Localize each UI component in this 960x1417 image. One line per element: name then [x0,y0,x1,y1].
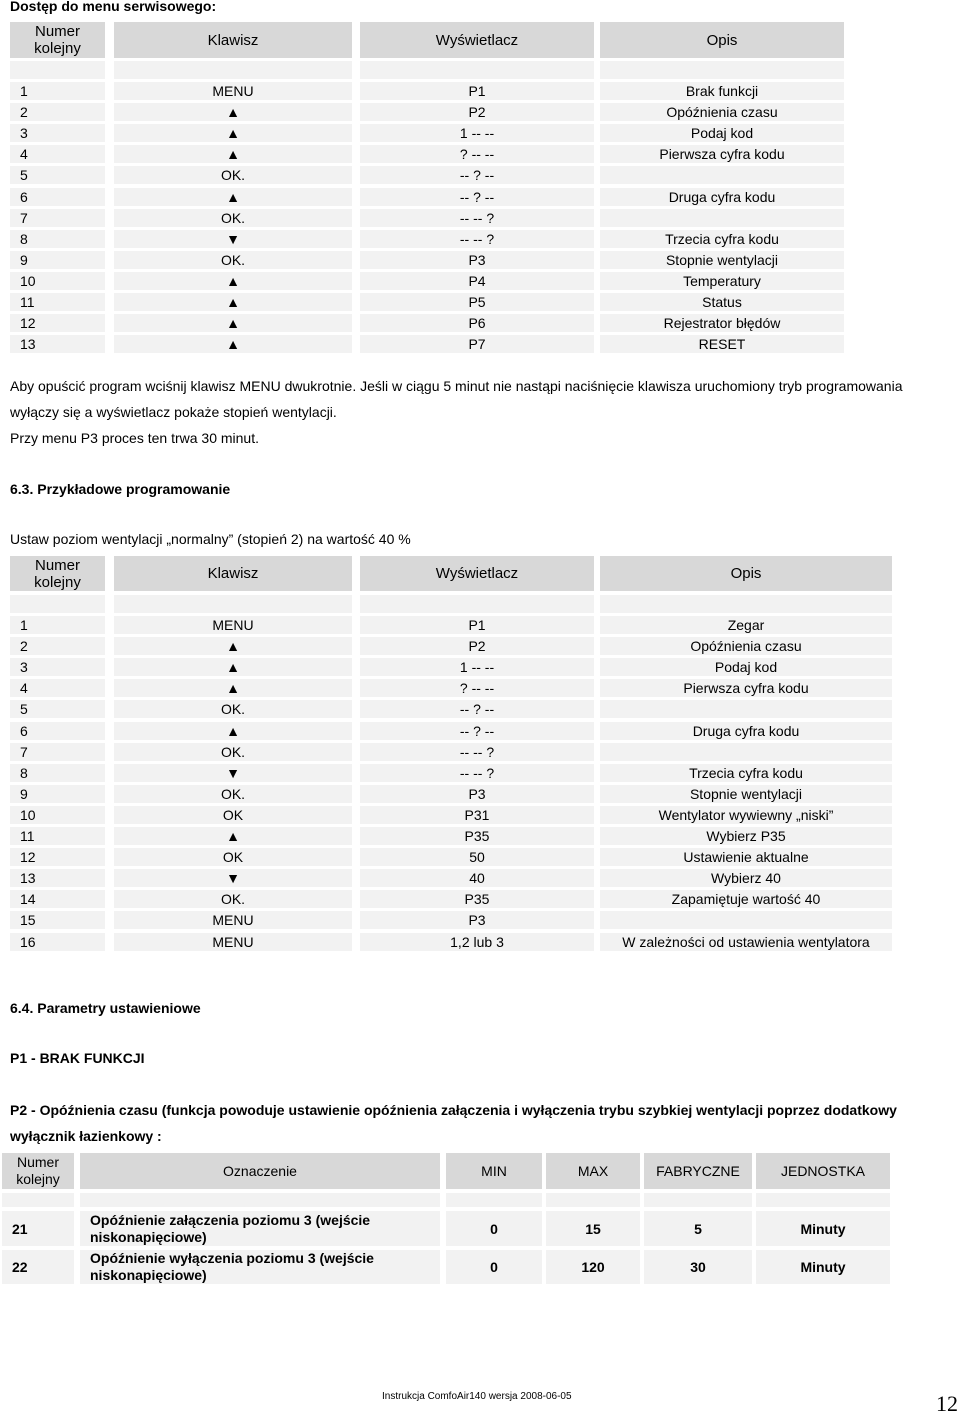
row-num: 12 [10,314,105,332]
row-desc: Wybierz P35 [600,827,892,845]
section-title-settings-parameters: 6.4. Parametry ustawieniowe [10,1000,201,1016]
row-key: OK. [114,743,352,761]
row-num: 9 [10,251,105,269]
row-desc: Stopnie wentylacji [600,785,892,803]
param-label: Opóźnienie wyłączenia poziomu 3 (wejście niskonapięciowe) [80,1250,440,1284]
header-num: Numer kolejny [2,1153,74,1189]
row-num: 4 [10,145,105,163]
spacer-cell [600,595,892,613]
row-num: 7 [10,209,105,227]
spacer-cell [756,1193,890,1207]
row-key: ▲ [114,827,352,845]
header-max: MAX [546,1153,640,1189]
row-desc: Zegar [600,616,892,634]
param-label: Opóźnienie załączenia poziomu 3 (wejście niskonapięciowe) [80,1211,440,1246]
row-key: ▲ [114,314,352,332]
exit-instructions-line1: Aby opuścić program wciśnij klawisz MENU dwukrotnie. Jeśli w ciągu 5 minut nie nastąpi naciśnięcie klawisza uruchomiony tryb programowania [10,378,903,394]
spacer-cell [360,595,594,613]
param-factory: 30 [644,1250,752,1284]
row-key: ▲ [114,145,352,163]
row-num: 15 [10,911,105,929]
row-desc: Opóźnienia czasu [600,103,844,121]
row-num: 8 [10,764,105,782]
header-key: Klawisz [114,22,352,58]
row-key: ▼ [114,869,352,887]
row-display: 40 [360,869,594,887]
row-key: OK. [114,785,352,803]
row-display: 1 -- -- [360,658,594,676]
row-num: 9 [10,785,105,803]
row-key: ▲ [114,679,352,697]
row-key: OK. [114,251,352,269]
row-num: 12 [10,848,105,866]
row-num: 1 [10,82,105,100]
row-desc: Trzecia cyfra kodu [600,764,892,782]
section-title-example-programming: 6.3. Przykładowe programowanie [10,481,231,497]
row-desc: Opóźnienia czasu [600,637,892,655]
header-num: Numer kolejny [10,556,105,591]
row-key: OK. [114,209,352,227]
row-num: 11 [10,827,105,845]
spacer-cell [10,595,105,613]
row-desc: Podaj kod [600,658,892,676]
row-key: ▲ [114,188,352,206]
row-display: ? -- -- [360,679,594,697]
row-key: ▲ [114,637,352,655]
row-key: ▼ [114,230,352,248]
row-display: 1,2 lub 3 [360,933,594,951]
row-display: P35 [360,890,594,908]
row-num: 5 [10,166,105,184]
row-desc [600,911,892,929]
param-unit: Minuty [756,1211,890,1246]
row-display: -- ? -- [360,722,594,740]
row-display: P7 [360,335,594,353]
row-desc: Pierwsza cyfra kodu [600,145,844,163]
row-num: 5 [10,700,105,718]
row-desc: Brak funkcji [600,82,844,100]
header-desc: Opis [600,22,844,58]
spacer-cell [114,595,352,613]
header-display: Wyświetlacz [360,22,594,58]
row-key: ▲ [114,658,352,676]
row-key: ▲ [114,293,352,311]
row-key: MENU [114,911,352,929]
row-num: 2 [10,637,105,655]
row-num: 2 [10,103,105,121]
row-key: MENU [114,616,352,634]
row-key: OK [114,806,352,824]
row-desc: Wentylator wywiewny „niski” [600,806,892,824]
row-desc: Status [600,293,844,311]
row-desc: Druga cyfra kodu [600,722,892,740]
row-key: ▲ [114,272,352,290]
header-num: Numer kolejny [10,22,105,58]
row-display: P6 [360,314,594,332]
row-display: -- ? -- [360,188,594,206]
row-desc: Pierwsza cyfra kodu [600,679,892,697]
spacer-cell [446,1193,542,1207]
row-num: 6 [10,722,105,740]
spacer-cell [114,61,352,79]
row-display: P2 [360,637,594,655]
footer-document-info: Instrukcja ComfoAir140 wersja 2008-06-05 [382,1391,572,1402]
row-display: -- -- ? [360,743,594,761]
row-display: P31 [360,806,594,824]
row-key: ▼ [114,764,352,782]
header-unit: JEDNOSTKA [756,1153,890,1189]
row-num: 13 [10,869,105,887]
row-num: 6 [10,188,105,206]
row-display: P3 [360,785,594,803]
spacer-cell [600,61,844,79]
row-desc [600,209,844,227]
row-desc: Zapamiętuje wartość 40 [600,890,892,908]
header-display: Wyświetlacz [360,556,594,591]
row-display: P3 [360,251,594,269]
row-display: P2 [360,103,594,121]
row-desc: W zależności od ustawienia wentylatora [600,933,892,951]
row-key: MENU [114,933,352,951]
row-num: 14 [10,890,105,908]
header-min: MIN [446,1153,542,1189]
row-desc: Stopnie wentylacji [600,251,844,269]
row-key: OK [114,848,352,866]
row-desc: RESET [600,335,844,353]
param-min: 0 [446,1211,542,1246]
p3-duration-note: Przy menu P3 proces ten trwa 30 minut. [10,430,259,446]
p1-title: P1 - BRAK FUNKCJI [10,1050,145,1066]
row-num: 10 [10,806,105,824]
row-desc [600,700,892,718]
row-desc: Temperatury [600,272,844,290]
row-display: -- ? -- [360,700,594,718]
p2-description-line1: P2 - Opóźnienia czasu (funkcja powoduje ustawienie opóźnienia załączenia i wyłączenia trybu szybkiej wentylacji poprzez dodatkowy [10,1102,897,1118]
param-num: 21 [2,1211,74,1246]
page-number: 12 [936,1391,958,1416]
row-num: 11 [10,293,105,311]
param-min: 0 [446,1250,542,1284]
spacer-cell [80,1193,440,1207]
row-display: P1 [360,82,594,100]
row-desc: Trzecia cyfra kodu [600,230,844,248]
exit-instructions-line2: wyłączy się a wyświetlacz pokaże stopień wentylacji. [10,404,337,420]
row-desc: Wybierz 40 [600,869,892,887]
row-display: P1 [360,616,594,634]
row-desc [600,743,892,761]
row-num: 4 [10,679,105,697]
param-unit: Minuty [756,1250,890,1284]
row-desc: Druga cyfra kodu [600,188,844,206]
row-num: 3 [10,124,105,142]
header-desc: Opis [600,556,892,591]
row-desc [600,166,844,184]
row-num: 16 [10,933,105,951]
param-factory: 5 [644,1211,752,1246]
row-desc: Rejestrator błędów [600,314,844,332]
row-num: 1 [10,616,105,634]
param-max: 15 [546,1211,640,1246]
spacer-cell [10,61,105,79]
row-key: OK. [114,890,352,908]
section-title-service-menu: Dostęp do menu serwisowego: [10,0,217,14]
row-display: P4 [360,272,594,290]
header-factory: FABRYCZNE [644,1153,752,1189]
row-key: OK. [114,166,352,184]
spacer-cell [360,61,594,79]
header-key: Klawisz [114,556,352,591]
p2-description-line2: wyłącznik łazienkowy : [10,1128,162,1144]
row-display: P5 [360,293,594,311]
row-num: 7 [10,743,105,761]
row-num: 10 [10,272,105,290]
row-desc: Ustawienie aktualne [600,848,892,866]
row-num: 13 [10,335,105,353]
header-label: Oznaczenie [80,1153,440,1189]
spacer-cell [546,1193,640,1207]
row-display: 50 [360,848,594,866]
row-key: ▲ [114,335,352,353]
example-instruction: Ustaw poziom wentylacji „normalny” (stopień 2) na wartość 40 % [10,531,411,547]
row-display: -- -- ? [360,764,594,782]
spacer-cell [2,1193,74,1207]
row-desc: Podaj kod [600,124,844,142]
row-num: 8 [10,230,105,248]
row-key: ▲ [114,722,352,740]
row-key: MENU [114,82,352,100]
param-max: 120 [546,1250,640,1284]
row-key: OK. [114,700,352,718]
row-display: P35 [360,827,594,845]
spacer-cell [644,1193,752,1207]
param-num: 22 [2,1250,74,1284]
row-key: ▲ [114,103,352,121]
row-display: ? -- -- [360,145,594,163]
row-num: 3 [10,658,105,676]
row-display: 1 -- -- [360,124,594,142]
row-display: -- -- ? [360,230,594,248]
row-display: -- ? -- [360,166,594,184]
row-key: ▲ [114,124,352,142]
row-display: P3 [360,911,594,929]
row-display: -- -- ? [360,209,594,227]
